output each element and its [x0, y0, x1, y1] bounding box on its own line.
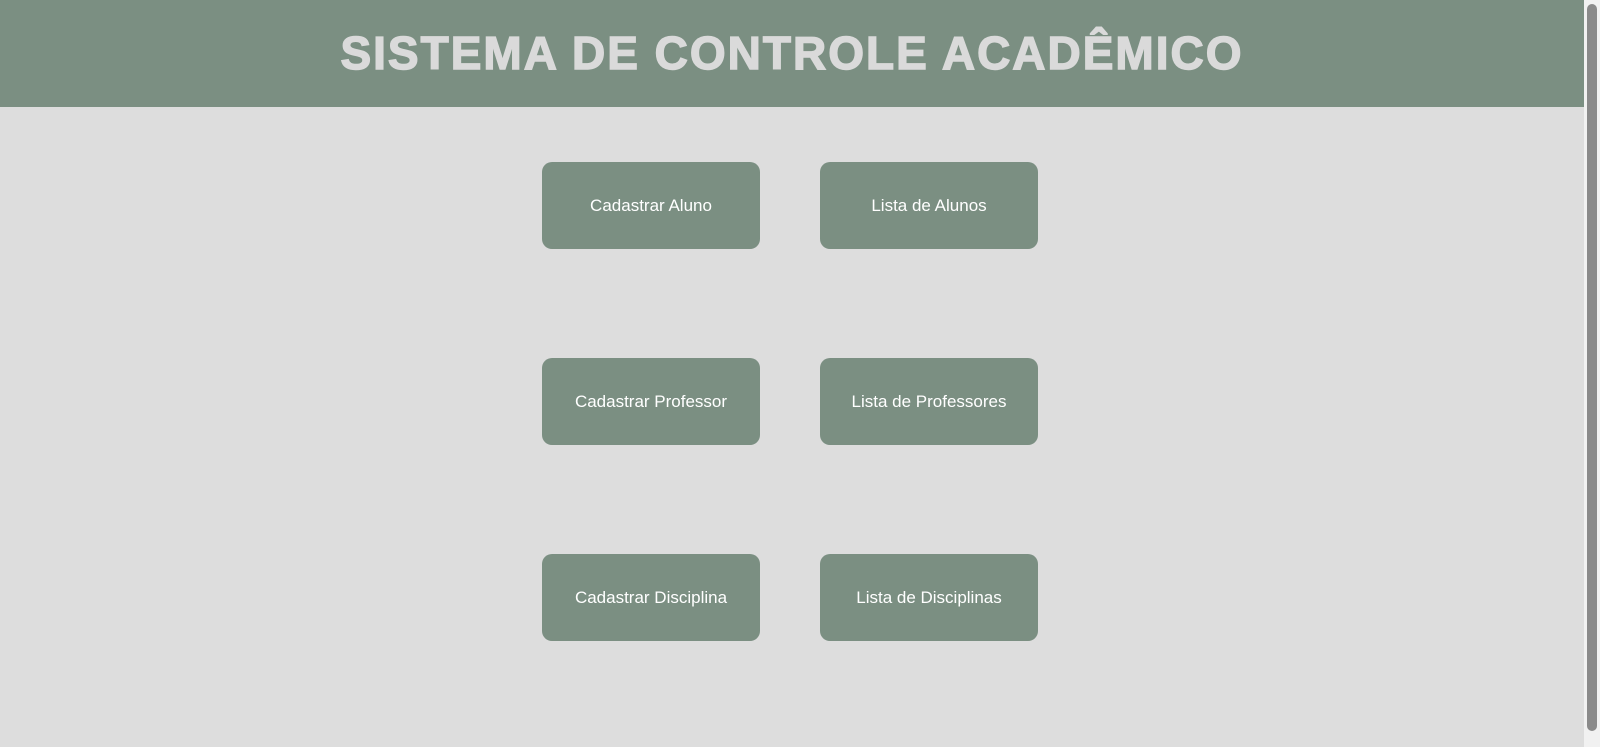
lista-de-disciplinas-button[interactable]: Lista de Disciplinas [820, 554, 1038, 641]
header-bar [0, 0, 1584, 107]
vertical-scrollbar[interactable] [1584, 0, 1600, 747]
cadastrar-professor-button[interactable]: Cadastrar Professor [542, 358, 760, 445]
menu-grid [542, 162, 1038, 641]
scrollbar-thumb[interactable] [1587, 4, 1597, 731]
cadastrar-disciplina-button[interactable]: Cadastrar Disciplina [542, 554, 760, 641]
lista-de-professores-button[interactable]: Lista de Professores [820, 358, 1038, 445]
cadastrar-aluno-button[interactable]: Cadastrar Aluno [542, 162, 760, 249]
lista-de-alunos-button[interactable]: Lista de Alunos [820, 162, 1038, 249]
page-title: SISTEMA DE CONTROLE ACADÊMICO [340, 26, 1244, 79]
